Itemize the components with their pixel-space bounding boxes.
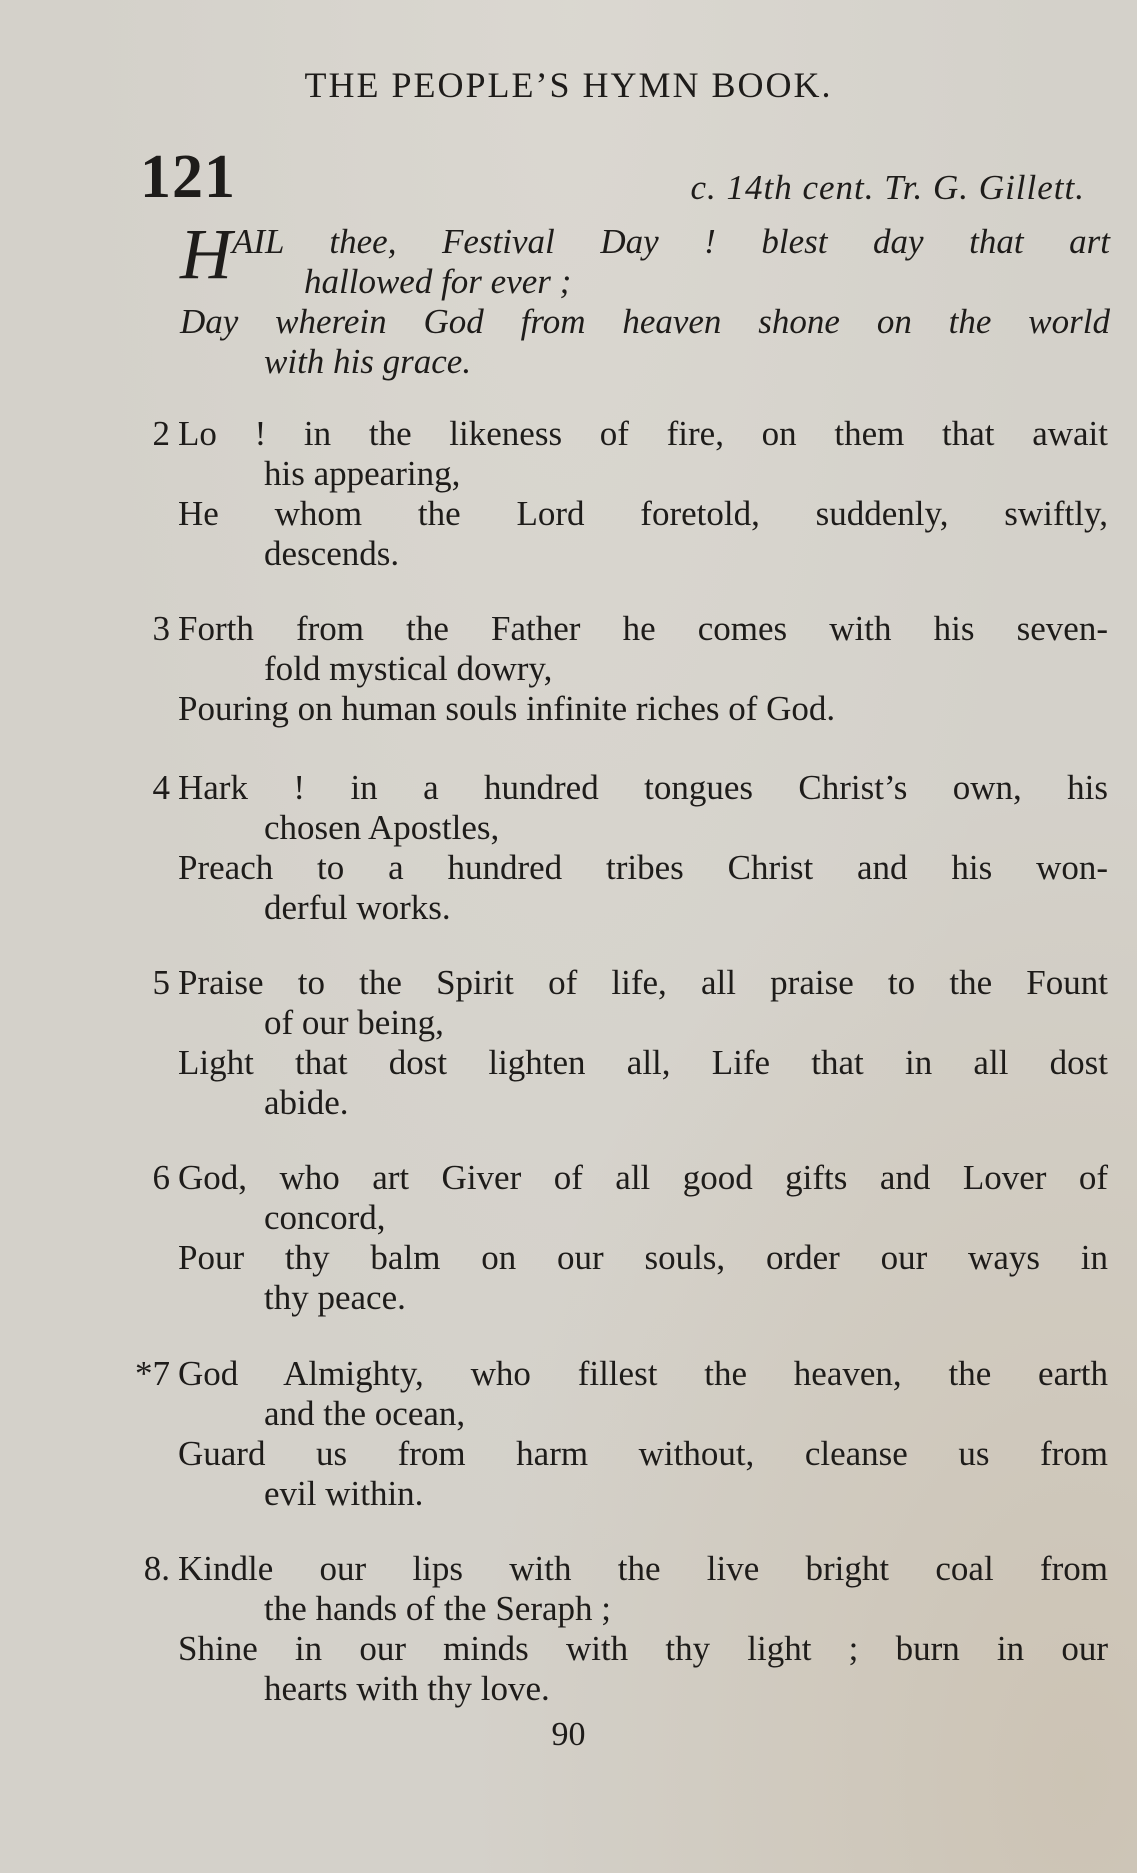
verse-line: Shine in our minds with thy light ; burn in our bbox=[178, 1629, 1108, 1668]
verse-line-continuation: of our being, bbox=[264, 1003, 444, 1042]
verse-line: AIL thee, Festival Day ! blest day that art bbox=[232, 222, 1110, 261]
verse-8 bbox=[143, 1549, 1108, 1709]
verse-line-continuation: fold mystical dowry, bbox=[264, 649, 553, 688]
verse-line-continuation: hallowed for ever ; bbox=[304, 262, 572, 301]
verse-line-continuation: hearts with thy love. bbox=[264, 1669, 550, 1708]
verse-5 bbox=[152, 963, 1108, 1123]
verse-line-continuation: abide. bbox=[264, 1083, 349, 1122]
verse-4 bbox=[152, 768, 1108, 928]
running-head: THE PEOPLE’S HYMN BOOK. bbox=[304, 65, 833, 105]
verse-number: 3 bbox=[152, 609, 170, 648]
verse-line: God Almighty, who fillest the heaven, the earth bbox=[178, 1354, 1108, 1393]
verse-line: Praise to the Spirit of life, all praise to the Fount bbox=[178, 963, 1108, 1002]
verse-line: Day wherein God from heaven shone on the world bbox=[180, 302, 1110, 341]
verse-line: Pouring on human souls infinite riches of God. bbox=[178, 689, 836, 728]
verse-line: Preach to a hundred tribes Christ and his won- bbox=[178, 848, 1108, 887]
verse-1 bbox=[180, 214, 1110, 382]
verse-line-continuation: chosen Apostles, bbox=[264, 808, 500, 847]
verse-6 bbox=[152, 1158, 1108, 1318]
verse-line-continuation: concord, bbox=[264, 1198, 386, 1237]
verse-line: Hark ! in a hundred tongues Christ’s own, his bbox=[178, 768, 1108, 807]
verse-number: *7 bbox=[135, 1354, 170, 1393]
verse-line: God, who art Giver of all good gifts and Lover of bbox=[178, 1158, 1108, 1197]
verse-line-continuation: descends. bbox=[264, 534, 400, 573]
verse-7 bbox=[135, 1354, 1108, 1514]
verse-number: 6 bbox=[152, 1158, 170, 1197]
verse-line: Kindle our lips with the live bright coal from bbox=[178, 1549, 1108, 1588]
verse-line-continuation: evil within. bbox=[264, 1474, 424, 1513]
verse-line: Pour thy balm on our souls, order our ways in bbox=[178, 1238, 1108, 1277]
verse-3 bbox=[152, 609, 1108, 729]
page-number: 90 bbox=[551, 1716, 586, 1753]
verse-line-continuation: derful works. bbox=[264, 888, 451, 927]
verse-line: Lo ! in the likeness of fire, on them that await bbox=[178, 414, 1108, 453]
verse-line-continuation: thy peace. bbox=[264, 1278, 406, 1317]
verse-2 bbox=[152, 414, 1108, 574]
verse-number: 2 bbox=[152, 414, 170, 453]
hymn-attribution: c. 14th cent. Tr. G. Gillett. bbox=[690, 168, 1085, 207]
verse-line-continuation: with his grace. bbox=[264, 342, 472, 381]
verse-line-continuation: his appearing, bbox=[264, 454, 461, 493]
verse-number: 5 bbox=[152, 963, 170, 1002]
verse-line-continuation: the hands of the Seraph ; bbox=[264, 1589, 611, 1628]
verse-number: 8. bbox=[143, 1549, 170, 1588]
verse-line-continuation: and the ocean, bbox=[264, 1394, 466, 1433]
hymn-number: 121 bbox=[140, 143, 236, 211]
verse-line: Forth from the Father he comes with his seven- bbox=[178, 609, 1108, 648]
drop-cap: H bbox=[180, 214, 232, 294]
verse-line: Guard us from harm without, cleanse us from bbox=[178, 1434, 1108, 1473]
verse-number: 4 bbox=[152, 768, 170, 807]
verse-line: He whom the Lord foretold, suddenly, swiftly, bbox=[178, 494, 1108, 533]
verse-line: Light that dost lighten all, Life that in all dost bbox=[178, 1043, 1108, 1082]
